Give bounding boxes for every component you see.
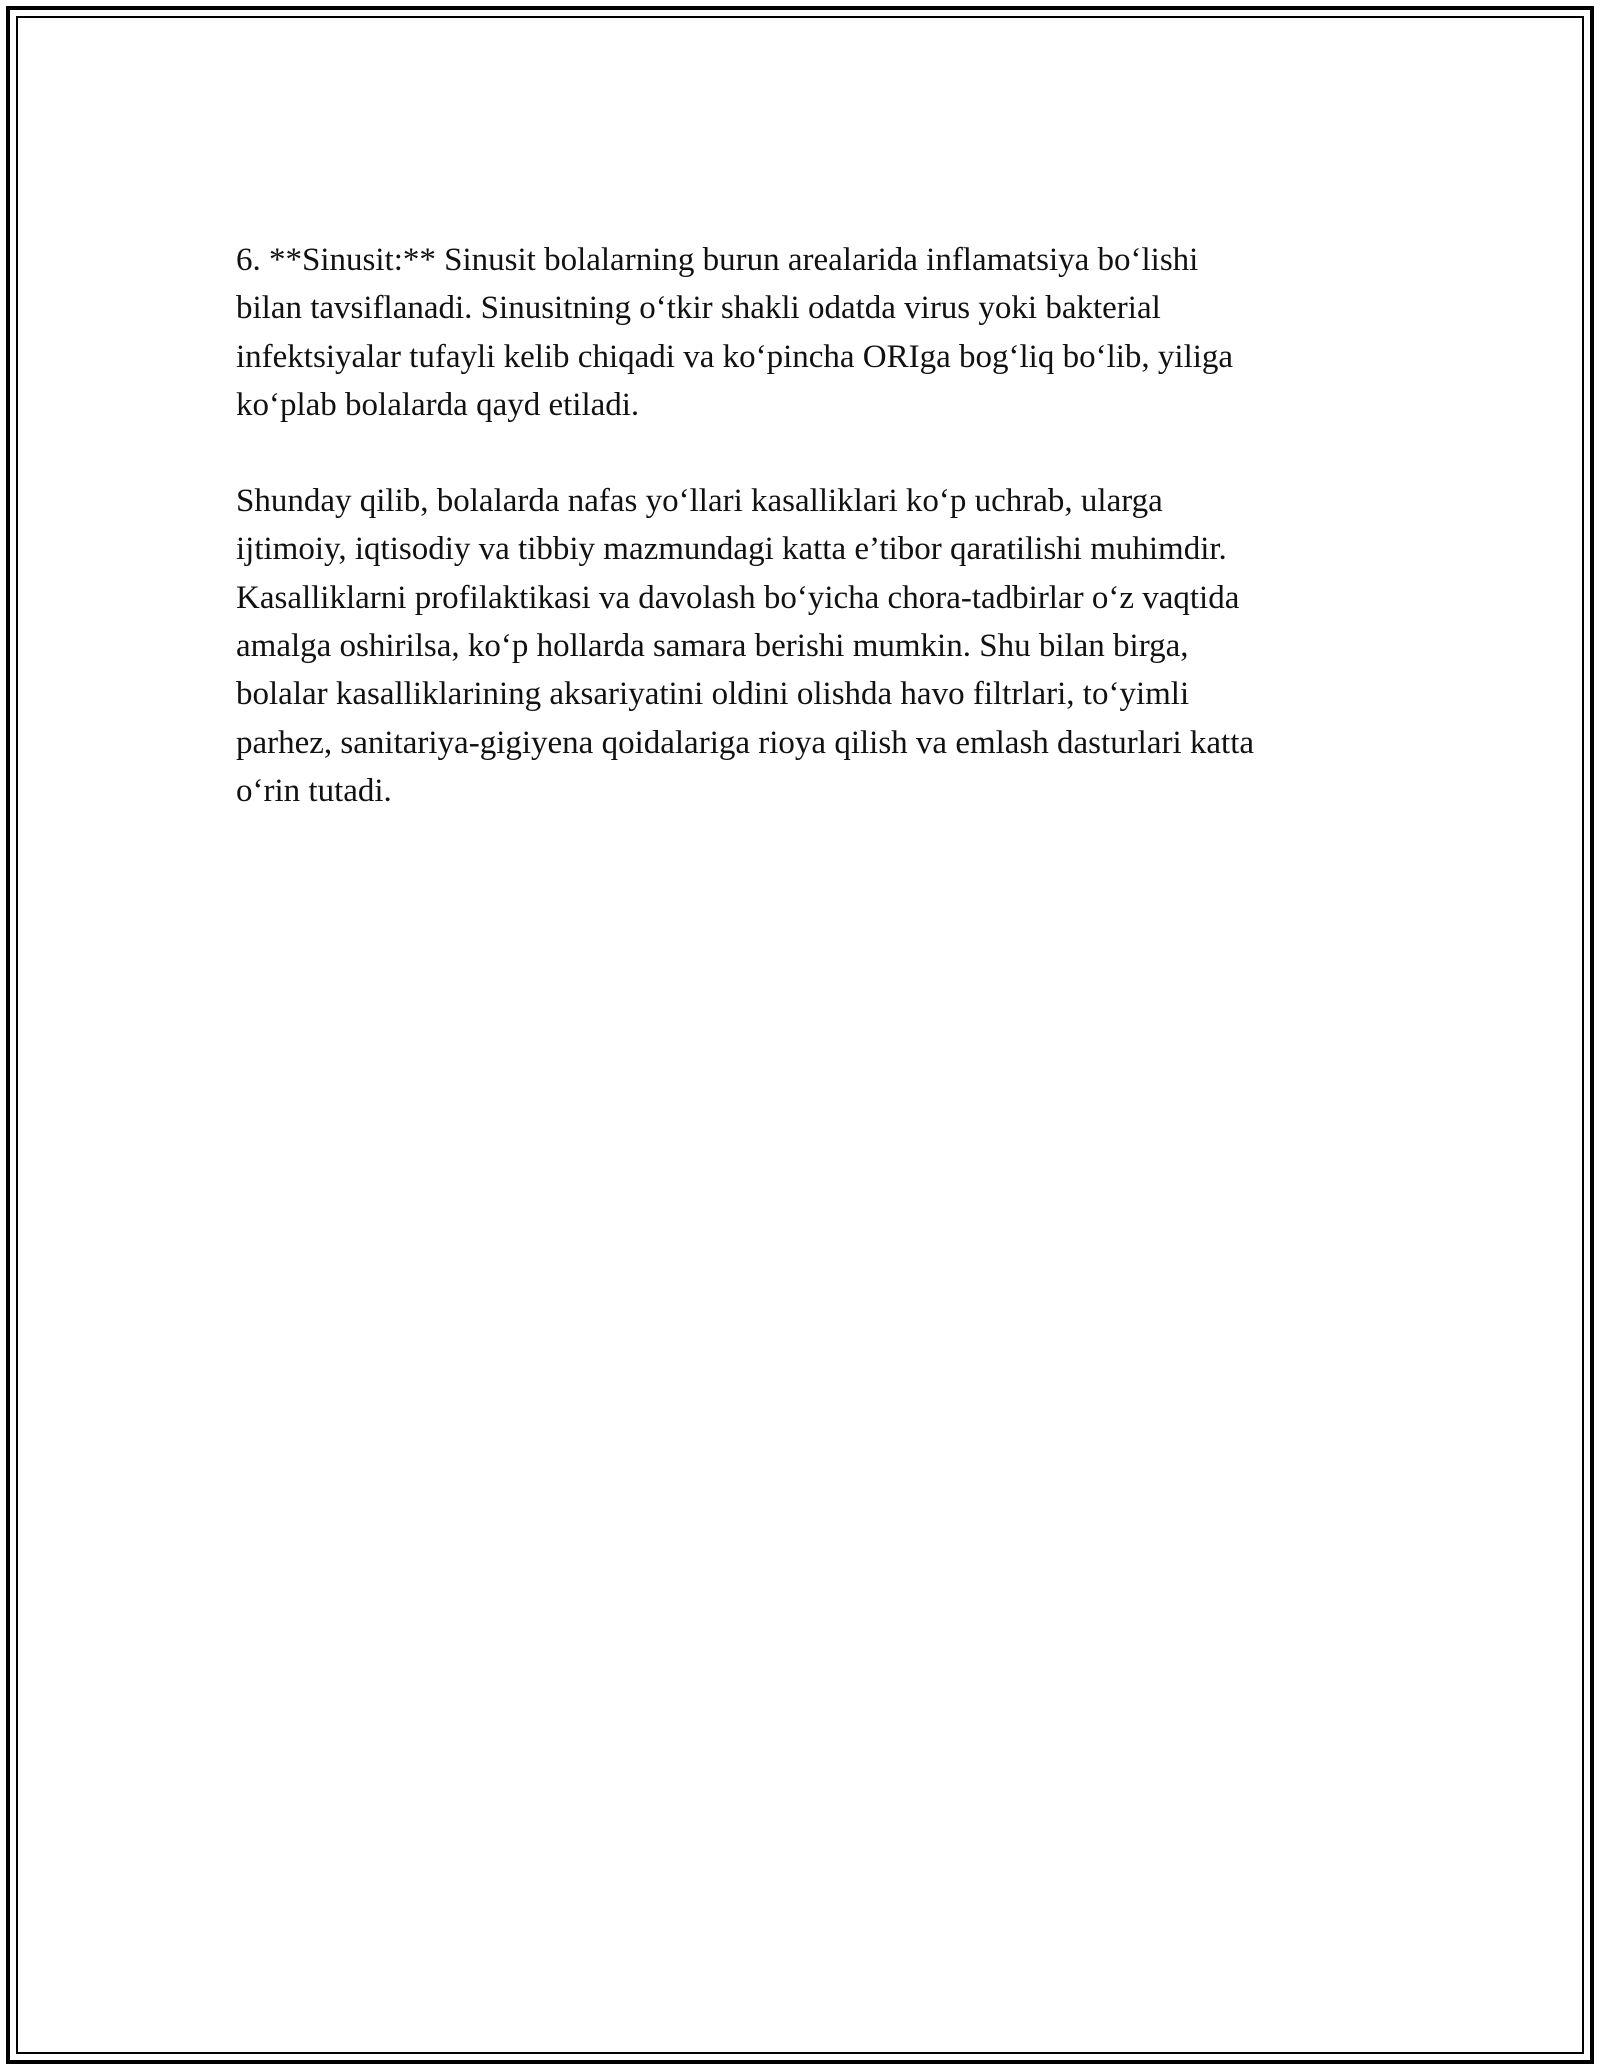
paragraph-conclusion [236, 477, 1376, 815]
text-line: o‘rin tutadi. [236, 772, 392, 809]
text-line: bilan tavsiflanadi. Sinusitning o‘tkir shakli odatda virus yoki bakterial [236, 290, 1161, 327]
text-line: infektsiyalar tufayli kelib chiqadi va ko‘pincha ORIga bog‘liq bo‘lib, yiliga [236, 338, 1234, 375]
paragraph-sinusit [236, 236, 1376, 429]
text-line: bolalar kasalliklarining aksariyatini oldini olishda havo filtrlari, to‘yimli [236, 676, 1190, 713]
text-line: ijtimoiy, iqtisodiy va tibbiy mazmundagi katta e’tibor qaratilishi muhimdir. [236, 531, 1227, 568]
text-line: Shunday qilib, bolalarda nafas yo‘llari kasalliklari ko‘p uchrab, ularga [236, 483, 1163, 520]
text-line: ko‘plab bolalarda qayd etiladi. [236, 386, 640, 423]
text-line: Kasalliklarni profilaktikasi va davolash bo‘yicha chora-tadbirlar o‘z vaqtida [236, 579, 1240, 616]
text-line: parhez, sanitariya-gigiyena qoidalariga rioya qilish va emlash dasturlari katta [236, 724, 1255, 761]
text-line: amalga oshirilsa, ko‘p hollarda samara berishi mumkin. Shu bilan birga, [236, 628, 1189, 665]
text-line: 6. **Sinusit:** Sinusit bolalarning burun arealarida inflamatsiya bo‘lishi [236, 242, 1199, 278]
document-body [236, 236, 1376, 863]
